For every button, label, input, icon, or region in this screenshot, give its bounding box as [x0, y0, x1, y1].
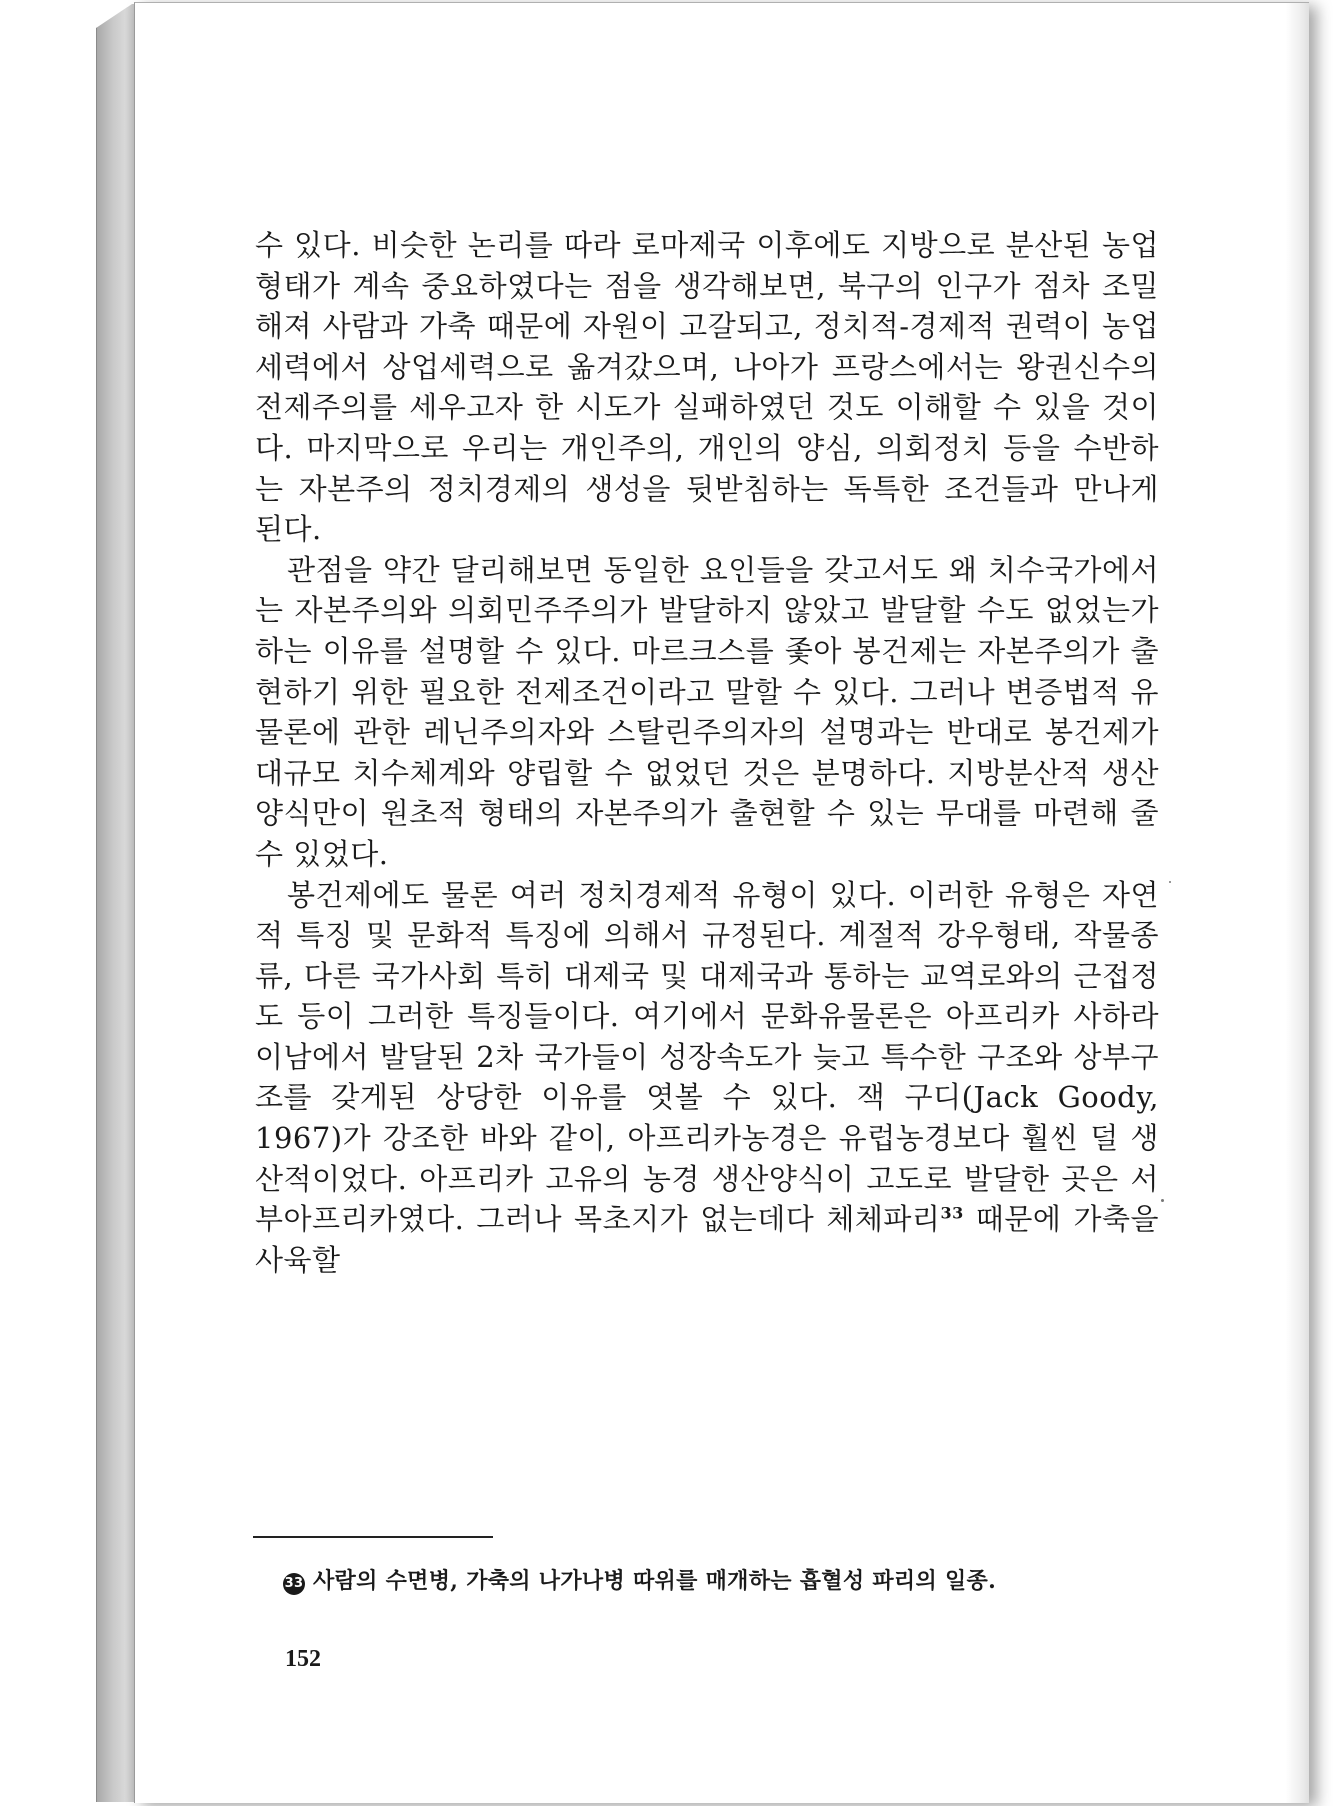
footnote-text: 사람의 수면병, 가축의 나가나병 따위를 매개하는 흡혈성 파리의 일종. — [313, 1568, 997, 1594]
footnote — [283, 1566, 1143, 1596]
book-page — [134, 2, 1309, 1803]
footnote-reference[interactable]: 33 — [940, 1203, 964, 1223]
book-spine — [96, 4, 137, 1802]
paragraph-3 — [255, 875, 1159, 1281]
scan-speck — [1161, 1199, 1164, 1202]
body-text — [255, 225, 1159, 1280]
paragraph-2: 관점을 약간 달리해보면 동일한 요인들을 갖고서도 왜 치수국가에서는 자본주의와 의회민주주의가 발달하지 않았고 발달할 수도 없었는가 하는 이유를 설명할 수 있다. 마르크스를 좇아 봉건제는 자본주의가 출현하기 위한 필요한 전제조건이라고 말할 수 있다. 그러나 변증법적 유물론에 관한 레닌주의자와 스탈린주의자의 설명과는 반대로 봉건제가 대규모 치수체계와 양립할 수 없었던 것은 분명하다. 지방분산적 생산양식만이 원초적 형태의 자본주의가 출현할 수 있는 무대를 마련해 줄 수 있었다. — [255, 552, 1159, 871]
scan-speck — [1169, 881, 1171, 883]
footnote-divider — [253, 1536, 493, 1538]
footnote-number: 33 — [283, 1573, 305, 1595]
paragraph-1: 수 있다. 비슷한 논리를 따라 로마제국 이후에도 지방으로 분산된 농업형태가 계속 중요하였다는 점을 생각해보면, 북구의 인구가 점차 조밀해져 사람과 가축 때문에 자원이 고갈되고, 정치적-경제적 권력이 농업세력에서 상업세력으로 옮겨갔으며, 나아가 프랑스에서는 왕권신수의 전제주의를 세우고자 한 시도가 실패하였던 것도 이해할 수 있을 것이다. 마지막으로 우리는 개인주의, 개인의 양심, 의회정치 등을 수반하는 자본주의 정치경제의 생성을 뒷받침하는 독특한 조건들과 만나게 된다. — [255, 228, 1159, 547]
page-number: 152 — [285, 1646, 321, 1672]
page-edge-shadow — [1285, 3, 1309, 1803]
paragraph-3-text: 봉건제에도 물론 여러 정치경제적 유형이 있다. 이러한 유형은 자연적 특징 및 문화적 특징에 의해서 규정된다. 계절적 강우형태, 작물종류, 다른 국가사회 특히 대제국 및 대제국과 통하는 교역로와의 근접정도 등이 그러한 특징들이다. 여기에서 문화유물론은 아프리카 사하라 이남에서 발달된 2차 국가들이 성장속도가 늦고 특수한 구조와 상부구조를 갖게된 상당한 이유를 엿볼 수 있다. 잭 구디(Jack Goody, 1967)가 강조한 바와 같이, 아프리카농경은 유럽농경보다 훨씬 덜 생산적이었다. 아프리카 고유의 농경 생산양식이 고도로 발달한 곳은 서부아프리카였다. 그러나 목초지가 없는데다 체체파리 — [255, 877, 1159, 1237]
paragraph-3-tail: 때문에 가축을 사육할 — [255, 1202, 1159, 1277]
